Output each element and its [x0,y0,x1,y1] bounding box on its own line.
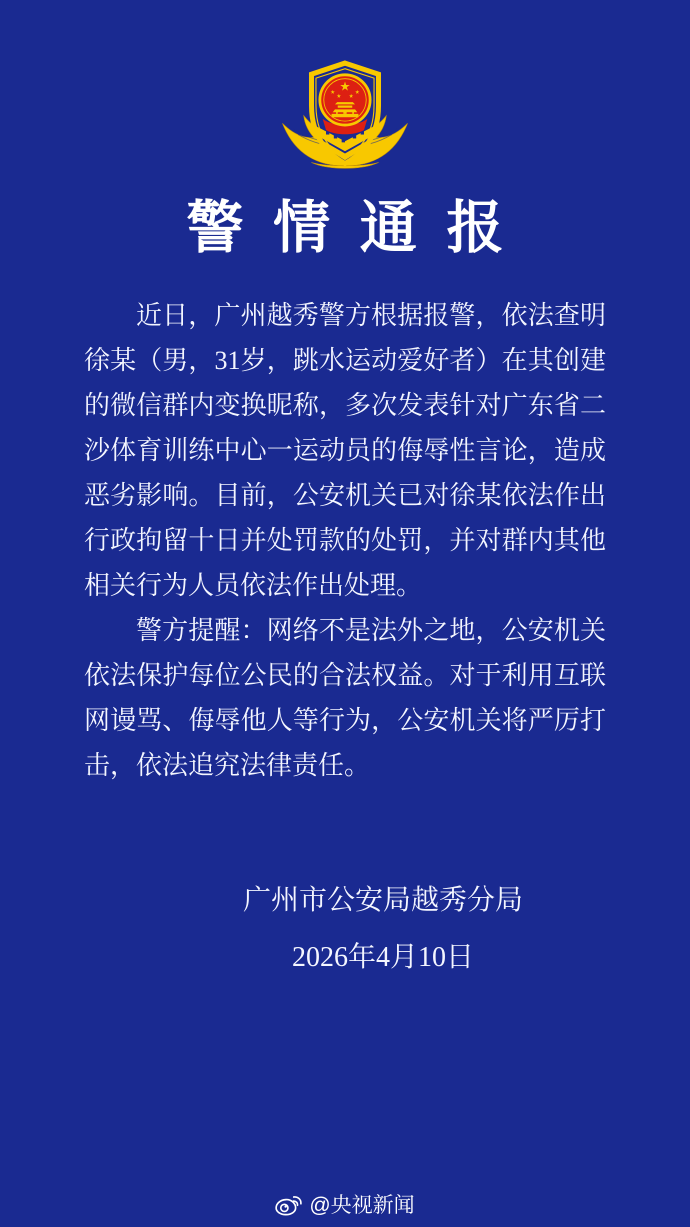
watermark [0,1189,690,1219]
notice-paragraph-2: 警方提醒：网络不是法外之地，公安机关依法保护每位公民的合法权益。对于利用互联网谩骂、侮辱他人等行为，公安机关将严厉打击，依法追究法律责任。 [84,615,606,780]
issuer-name: 广州市公安局越秀分局 [242,885,523,916]
police-emblem-icon [278,56,412,174]
issue-date: 2026年4月10日 [291,942,474,973]
notice-paragraph-1: 近日，广州越秀警方根据报警，依法查明徐某（男，31岁，跳水运动爱好者）在其创建的微信群内变换昵称，多次发表针对广东省二沙体育训练中心一运动员的侮辱性言论，造成恶劣影响。目前，公安机关已对徐某依法作出行政拘留十日并处罚款的处罚，并对群内其他相关行为人员依法作出处理。 [84,300,606,600]
watermark-text: @央视新闻 [309,1194,415,1217]
signature-block [38,878,690,975]
notice-body [84,293,606,788]
notice-title: 警情通报 [186,197,534,260]
weibo-icon [275,1193,302,1216]
